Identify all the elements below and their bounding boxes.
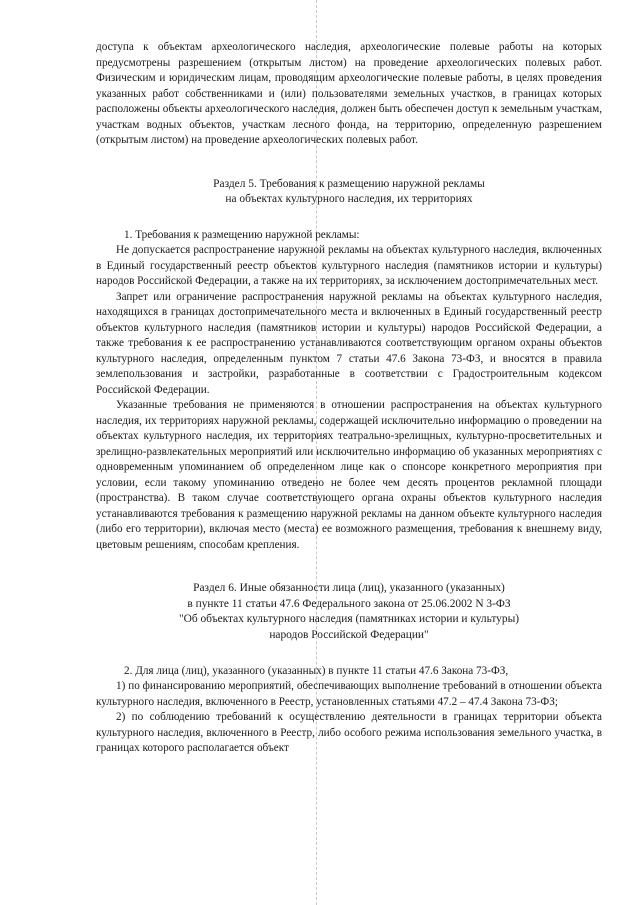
section6-subitem-2: 2) по соблюдению требований к осуществлению деятельности в границах территории объекта культурного наследия, включенного в Реестр, либо особого режима использования земельного участка, в границах которого располагается объект bbox=[96, 711, 602, 755]
section6-item2-heading: 2. Для лица (лиц), указанного (указанных) в пункте 11 статьи 47.6 Закона 73-ФЗ, bbox=[124, 664, 509, 677]
paragraph-archaeology-access: доступа к объектам археологического наследия, археологические полевые работы на которых предусмотрены разрешением (открытым листом) на проведение археологических полевых работ. Физическим и юридическим лицам, проводящим археологические полевые работы, в целях проведения указанных работ собственниками и (или) пользователями земельных участков, в границах которых расположены объекты археологического наследия, должен быть обеспечен доступ к земельным участкам, участкам водных объектов, участкам лесного фонда, на территорию, определенную разрешением (открытым листом) на проведение археологических полевых работ. bbox=[96, 41, 602, 146]
section5-title-line2: на объектах культурного наследия, их территориях bbox=[225, 193, 473, 206]
section5-paragraph-3: Указанные требования не применяются в отношении распространения на объектах культурного наследия, их территориях наружной рекламы, содержащей исключительно информацию о проведении на объектах культурного наследия, их территориях театрально-зрелищных, культурно-просветительных и зрелищно-развлекательных мероприятий или исключительно информацию об указанных мероприятиях с одновременным упоминанием об определенном лице как о спонсоре конкретного мероприятия при условии, если такому упоминанию отведено не более чем десять процентов рекламной площади (пространства). В таком случае соответствующего органа охраны объектов культурного наследия устанавливаются требования к размещению наружной рекламы на данном объекте культурного наследия (либо его территории), включая место (места) ее возможного размещения, требования к внешнему виду, цветовым решениям, способам крепления. bbox=[96, 399, 602, 551]
section6-title-line2: в пункте 11 статьи 47.6 Федерального закона от 25.06.2002 N 3-ФЗ bbox=[187, 597, 511, 610]
section5-title-line1: Раздел 5. Требования к размещению наружной рекламы bbox=[213, 177, 485, 190]
section5-paragraph-2: Запрет или ограничение распространения наружной рекламы на объектах культурного наследия, находящихся в границах достопримечательного места и включенных в Единый государственный реестр объектов культурного наследия (памятников истории и культуры) народов Российской Федерации, а также требования к ее распространению устанавливаются соответствующим органом охраны объектов культурного наследия, определенным пунктом 7 статьи 47.6 Закона 73-ФЗ, и вносятся в правила землепользования и застройки, разработанные в соответствии с Градостроительным кодексом Российской Федерации. bbox=[96, 290, 602, 396]
section5-paragraph-1: Не допускается распространение наружной рекламы на объектах культурного наследия, включенных в Единый государственный реестр объектов культурного наследия (памятников истории и культуры) народов Российской Федерации, а также на их территориях, за исключением достопримечательных мест. bbox=[96, 244, 602, 288]
section6-title-line4: народов Российской Федерации" bbox=[269, 628, 429, 641]
section6-subitem-1: 1) по финансированию мероприятий, обеспечивающих выполнение требований в отношении объекта культурного наследия, включенного в Реестр, установленных статьями 47.2 – 47.4 Закона 73-ФЗ; bbox=[96, 680, 602, 708]
section6-title-line1: Раздел 6. Иные обязанности лица (лиц), указанного (указанных) bbox=[193, 582, 505, 595]
section5-item1-heading: 1. Требования к размещению наружной рекламы: bbox=[124, 228, 360, 241]
section6-title-line3: "Об объектах культурного наследия (памятниках истории и культуры) bbox=[178, 613, 520, 626]
document-page bbox=[96, 40, 602, 757]
